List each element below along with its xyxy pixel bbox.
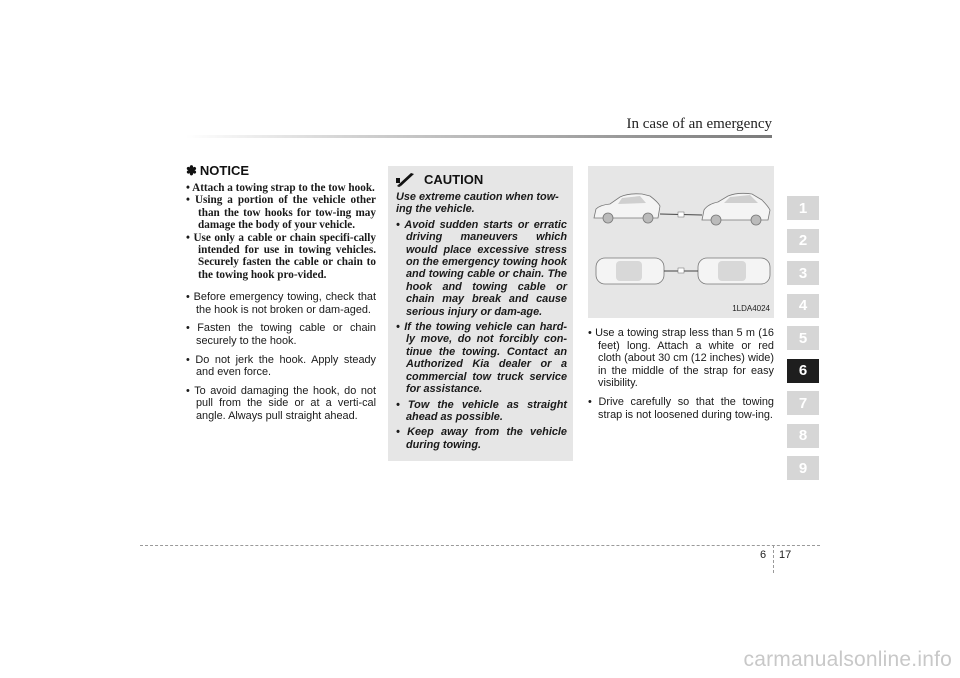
footer-divider [140, 545, 820, 546]
notice-title: NOTICE [199, 163, 250, 178]
footer-page-number: 17 [779, 549, 792, 561]
notice-list [186, 182, 376, 281]
chapter-tab-2[interactable]: 2 [787, 229, 819, 253]
notice-heading [186, 163, 376, 179]
instruction-item: • Use a towing strap less than 5 m (16 feet) long. Attach a white or red cloth (about 30 cm (12 inches) wide) in the middle of the strap for easy visibility. [588, 327, 774, 390]
footer-chapter-number: 6 [760, 549, 767, 561]
instruction-item: • Fasten the towing cable or chain securely to the hook. [186, 322, 376, 347]
figure-code: 1LDA4024 [732, 304, 770, 313]
caution-item: • If the towing vehicle can hard-ly move, do not forcibly con-tinue the towing. Contact an Authorized Kia dealer or a commercial tow truck service for assistance. [396, 321, 567, 395]
right-column [588, 327, 774, 427]
towing-illustration [588, 166, 774, 318]
notice-star-icon: ✽ [186, 163, 197, 178]
watermark-text: carmanualsonline.info [743, 648, 952, 671]
section-title: In case of an emergency [626, 116, 772, 132]
instruction-item: • Before emergency towing, check that the hook is not broken or dam-aged. [186, 291, 376, 316]
header-divider [186, 135, 772, 138]
notice-item: • Using a portion of the vehicle other than the tow hooks for tow-ing may damage the body of your vehicle. [186, 194, 376, 231]
notice-item: • Use only a cable or chain specifi-cally intended for use in towing vehicles. Securely fasten the cable or chain to the towing hook pro-vided. [186, 232, 376, 282]
chapter-tab-6[interactable]: 6 [787, 359, 819, 383]
caution-item: • Keep away from the vehicle during towing. [396, 426, 567, 451]
caution-intro: Use extreme caution when tow-ing the vehicle. [396, 191, 559, 216]
left-column [186, 163, 376, 429]
caution-item: • Avoid sudden starts or erratic driving maneuvers which would place excessive stress on the emergency towing hook and towing cable or chain. The hook and towing cable or chain may break and cause serious injury or dam-age. [396, 219, 567, 318]
instruction-item: • Do not jerk the hook. Apply steady and even force. [186, 354, 376, 379]
notice-item: • Attach a towing strap to the tow hook. [186, 182, 376, 194]
towing-cars-image [588, 166, 774, 318]
chapter-tab-5[interactable]: 5 [787, 326, 819, 350]
caution-list [396, 219, 567, 451]
chapter-tab-8[interactable]: 8 [787, 424, 819, 448]
instruction-item: • Drive carefully so that the towing strap is not loosened during tow-ing. [588, 396, 774, 421]
chapter-tab-9[interactable]: 9 [787, 456, 819, 480]
caution-title: CAUTION [424, 172, 484, 187]
caution-heading [396, 172, 567, 187]
chapter-tab-1[interactable]: 1 [787, 196, 819, 220]
chapter-tab-3[interactable]: 3 [787, 261, 819, 285]
chapter-tab-4[interactable]: 4 [787, 294, 819, 318]
caution-pen-icon [396, 173, 418, 187]
chapter-tab-7[interactable]: 7 [787, 391, 819, 415]
caution-box [388, 166, 573, 461]
instruction-list [186, 291, 376, 422]
caution-item: • Tow the vehicle as straight ahead as possible. [396, 399, 567, 424]
chapter-tabs [787, 196, 819, 489]
strap-instruction-list [588, 327, 774, 421]
instruction-item: • To avoid damaging the hook, do not pull from the side or at a verti-cal angle. Always pull straight ahead. [186, 385, 376, 423]
footer-page-divider [773, 545, 774, 573]
